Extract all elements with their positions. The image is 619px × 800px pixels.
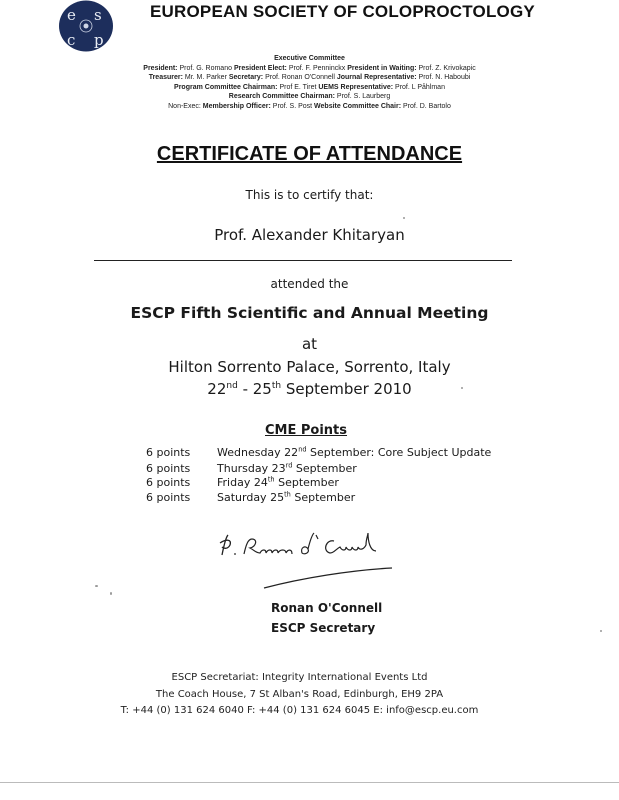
- svg-text:p: p: [94, 31, 104, 49]
- cme-row: 6 points Friday 24th September: [146, 475, 339, 489]
- signer-role: ESCP Secretary: [271, 621, 376, 635]
- handwritten-signature: [216, 527, 382, 563]
- cme-row: 6 points Wednesday 22nd September: Core Subject Update: [146, 445, 492, 459]
- at-text: at: [301, 335, 318, 353]
- footer-secretariat: ESCP Secretariat: Integrity International Events Ltd: [171, 672, 428, 683]
- venue: Hilton Sorrento Palace, Sorrento, Italy: [168, 358, 451, 376]
- committee-line-1: President: Prof. G. Romano President Elect: Prof. F. Penninckx President in Waiting: Prof. Z. Krivokapic: [143, 65, 476, 72]
- scan-speck: [600, 630, 602, 632]
- recipient-underline: [94, 260, 512, 261]
- committee-line-4: Research Committee Chairman: Prof. S. Laurberg: [228, 93, 391, 100]
- scan-speck: [461, 387, 463, 389]
- committee-line-5: Non-Exec: Membership Officer: Prof. S. Post Website Committee Chair: Prof. D. Bartolo: [168, 103, 451, 110]
- recipient-name: Prof. Alexander Khitaryan: [214, 226, 405, 244]
- footer-contact: T: +44 (0) 131 624 6040 F: +44 (0) 131 624 6045 E: info@escp.eu.com: [120, 705, 479, 716]
- committee-line-3: Program Committee Chairman: Prof E. Tiret UEMS Representative: Prof. L Påhlman: [174, 84, 445, 91]
- organization-name: EUROPEAN SOCIETY OF COLOPROCTOLOGY: [150, 2, 535, 21]
- cme-row: 6 points Saturday 25th September: [146, 490, 356, 504]
- attended-text: attended the: [270, 277, 349, 291]
- cme-row: 6 points Thursday 23rd September: [146, 461, 357, 475]
- cme-day: Saturday 25: [217, 491, 285, 504]
- svg-text:e: e: [67, 6, 76, 24]
- certificate-title: CERTIFICATE OF ATTENDANCE: [156, 143, 463, 165]
- escp-logo: [58, 0, 114, 52]
- page-bottom-edge: [0, 782, 619, 783]
- signer-name: Ronan O'Connell: [271, 601, 383, 615]
- committee-heading: Executive Committee: [274, 55, 345, 62]
- footer-address: The Coach House, 7 St Alban's Road, Edinburgh, EH9 2PA: [155, 689, 444, 700]
- scan-speck: [110, 592, 112, 595]
- svg-text:c: c: [67, 31, 76, 49]
- certify-text: This is to certify that:: [245, 188, 374, 202]
- cme-day: Thursday 23: [217, 462, 286, 475]
- svg-text:s: s: [94, 6, 102, 24]
- cme-points: 6 points: [146, 446, 191, 459]
- cme-title: CME Points: [265, 423, 348, 438]
- cme-day: Wednesday 22: [217, 446, 299, 459]
- cme-points: 6 points: [146, 491, 191, 504]
- cme-points: 6 points: [146, 462, 191, 475]
- meeting-name: ESCP Fifth Scientific and Annual Meeting: [130, 304, 489, 322]
- scan-speck: [95, 585, 98, 587]
- meeting-dates: 22nd - 25th September 2010: [207, 380, 412, 398]
- cme-points: 6 points: [146, 476, 191, 489]
- signature-flourish: [262, 566, 394, 590]
- cme-day: Friday 24: [217, 476, 268, 489]
- scan-speck: [403, 217, 405, 219]
- committee-line-2: Treasurer: Mr. M. Parker Secretary: Prof. Ronan O'Connell Journal Representative: Prof. N. Haboubi: [148, 74, 471, 81]
